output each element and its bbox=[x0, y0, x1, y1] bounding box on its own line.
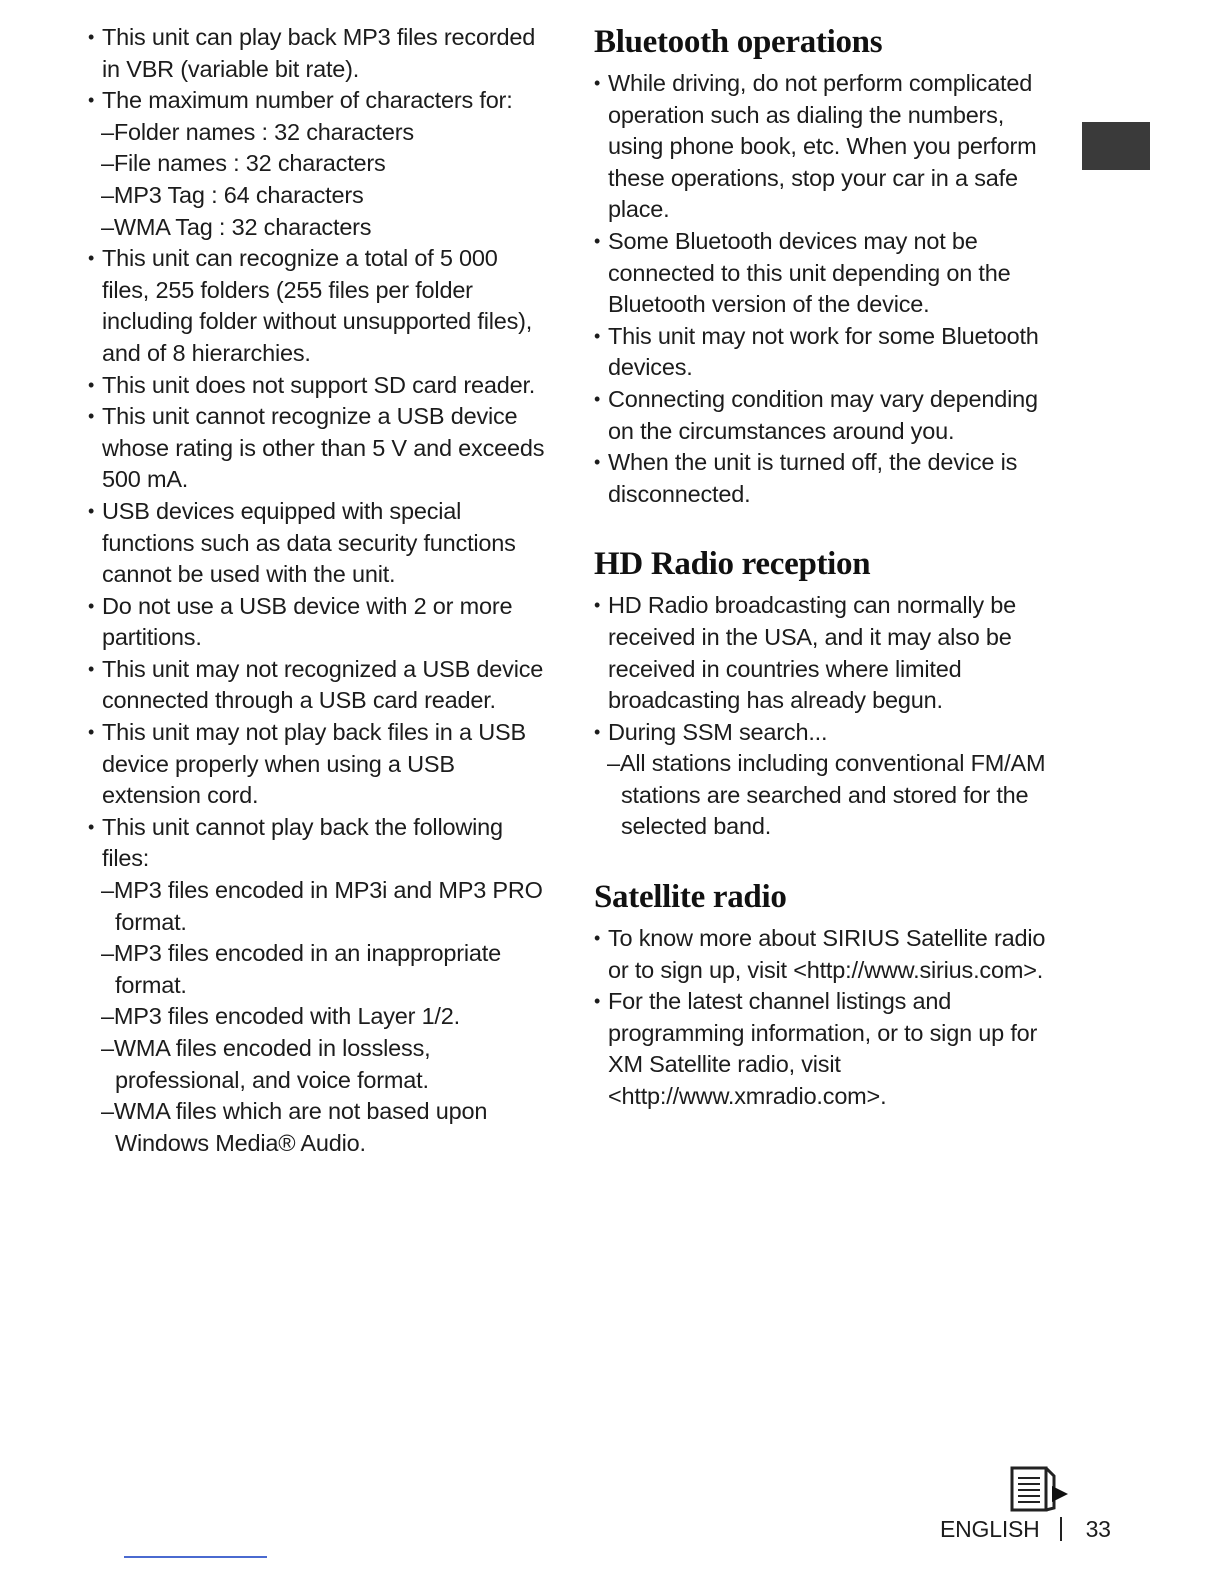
bullet-item: • While driving, do not perform complicated operation such as dialing the numbers, using phone book, etc. When you perform these operations, stop your car in a safe place. bbox=[594, 68, 1064, 226]
bullet-item: • To know more about SIRIUS Satellite radio or to sign up, visit <http://www.sirius.com>. bbox=[594, 923, 1064, 986]
bullet-item: • During SSM search... bbox=[594, 717, 1064, 749]
bullet-item: • For the latest channel listings and programming information, or to sign up for XM Satellite radio, visit <http://www.xmradio.com>. bbox=[594, 986, 1064, 1112]
bullet-item: • This unit does not support SD card reader. bbox=[88, 370, 550, 402]
section-tab-marker bbox=[1082, 122, 1150, 170]
bullet-item: • This unit may not work for some Bluetooth devices. bbox=[594, 321, 1064, 384]
section bbox=[594, 544, 1064, 843]
footer-language: ENGLISH bbox=[940, 1516, 1040, 1542]
section-title: HD Radio reception bbox=[594, 546, 871, 583]
footer-rule bbox=[124, 1556, 267, 1558]
bullet-item: • This unit cannot play back the following files: bbox=[88, 812, 550, 875]
page-footer bbox=[940, 1516, 1111, 1543]
bullet-item: • This unit can recognize a total of 5 000 files, 255 folders (255 files per folder including folder without unsupported files), and of 8 hierarchies. bbox=[88, 243, 550, 369]
bullet-item: • Do not use a USB device with 2 or more partitions. bbox=[88, 591, 550, 654]
sub-item: –File names : 32 characters bbox=[101, 150, 386, 177]
bullet-item: • This unit can play back MP3 files recorded in VBR (variable bit rate). bbox=[88, 22, 550, 85]
left-column bbox=[88, 22, 550, 1159]
sub-item: –Folder names : 32 characters bbox=[101, 118, 414, 145]
bullet-item: • When the unit is turned off, the device is disconnected. bbox=[594, 447, 1064, 510]
section bbox=[594, 877, 1064, 1113]
sub-item: –All stations including conventional FM/AM stations are searched and stored for the selected band. bbox=[607, 750, 1046, 840]
section-title: Satellite radio bbox=[594, 879, 787, 916]
section bbox=[594, 22, 1064, 510]
bullet-item: • This unit may not recognized a USB device connected through a USB card reader. bbox=[88, 654, 550, 717]
right-column bbox=[594, 22, 1064, 1147]
sub-item: –MP3 files encoded in MP3i and MP3 PRO format. bbox=[101, 877, 543, 935]
bullet-item: • Connecting condition may vary depending on the circumstances around you. bbox=[594, 384, 1064, 447]
bullet-item: • This unit may not play back files in a USB device properly when using a USB extension cord. bbox=[88, 717, 550, 812]
bullet-item: • HD Radio broadcasting can normally be received in the USA, and it may also be received in countries where limited broadcasting has already begun. bbox=[594, 590, 1064, 716]
sub-item: –MP3 Tag : 64 characters bbox=[101, 181, 364, 208]
sub-item: –WMA Tag : 32 characters bbox=[101, 213, 372, 240]
sub-item: –MP3 files encoded with Layer 1/2. bbox=[101, 1003, 460, 1030]
page-number: 33 bbox=[1085, 1516, 1111, 1542]
section-title: Bluetooth operations bbox=[594, 24, 883, 60]
sub-item: –WMA files encoded in lossless, professional, and voice format. bbox=[101, 1035, 431, 1093]
bullet-item: • This unit cannot recognize a USB device whose rating is other than 5 V and exceeds 500 mA. bbox=[88, 401, 550, 496]
bullet-item: • USB devices equipped with special functions such as data security functions cannot be used with the unit. bbox=[88, 496, 550, 591]
sub-item: –MP3 files encoded in an inappropriate format. bbox=[101, 940, 502, 998]
bullet-item: • The maximum number of characters for: bbox=[88, 85, 550, 117]
bullet-item: • Some Bluetooth devices may not be connected to this unit depending on the Bluetooth version of the device. bbox=[594, 226, 1064, 321]
footer-separator bbox=[1060, 1517, 1062, 1541]
sub-item: –WMA files which are not based upon Windows Media® Audio. bbox=[101, 1098, 488, 1156]
continued-page-icon bbox=[1006, 1464, 1076, 1516]
